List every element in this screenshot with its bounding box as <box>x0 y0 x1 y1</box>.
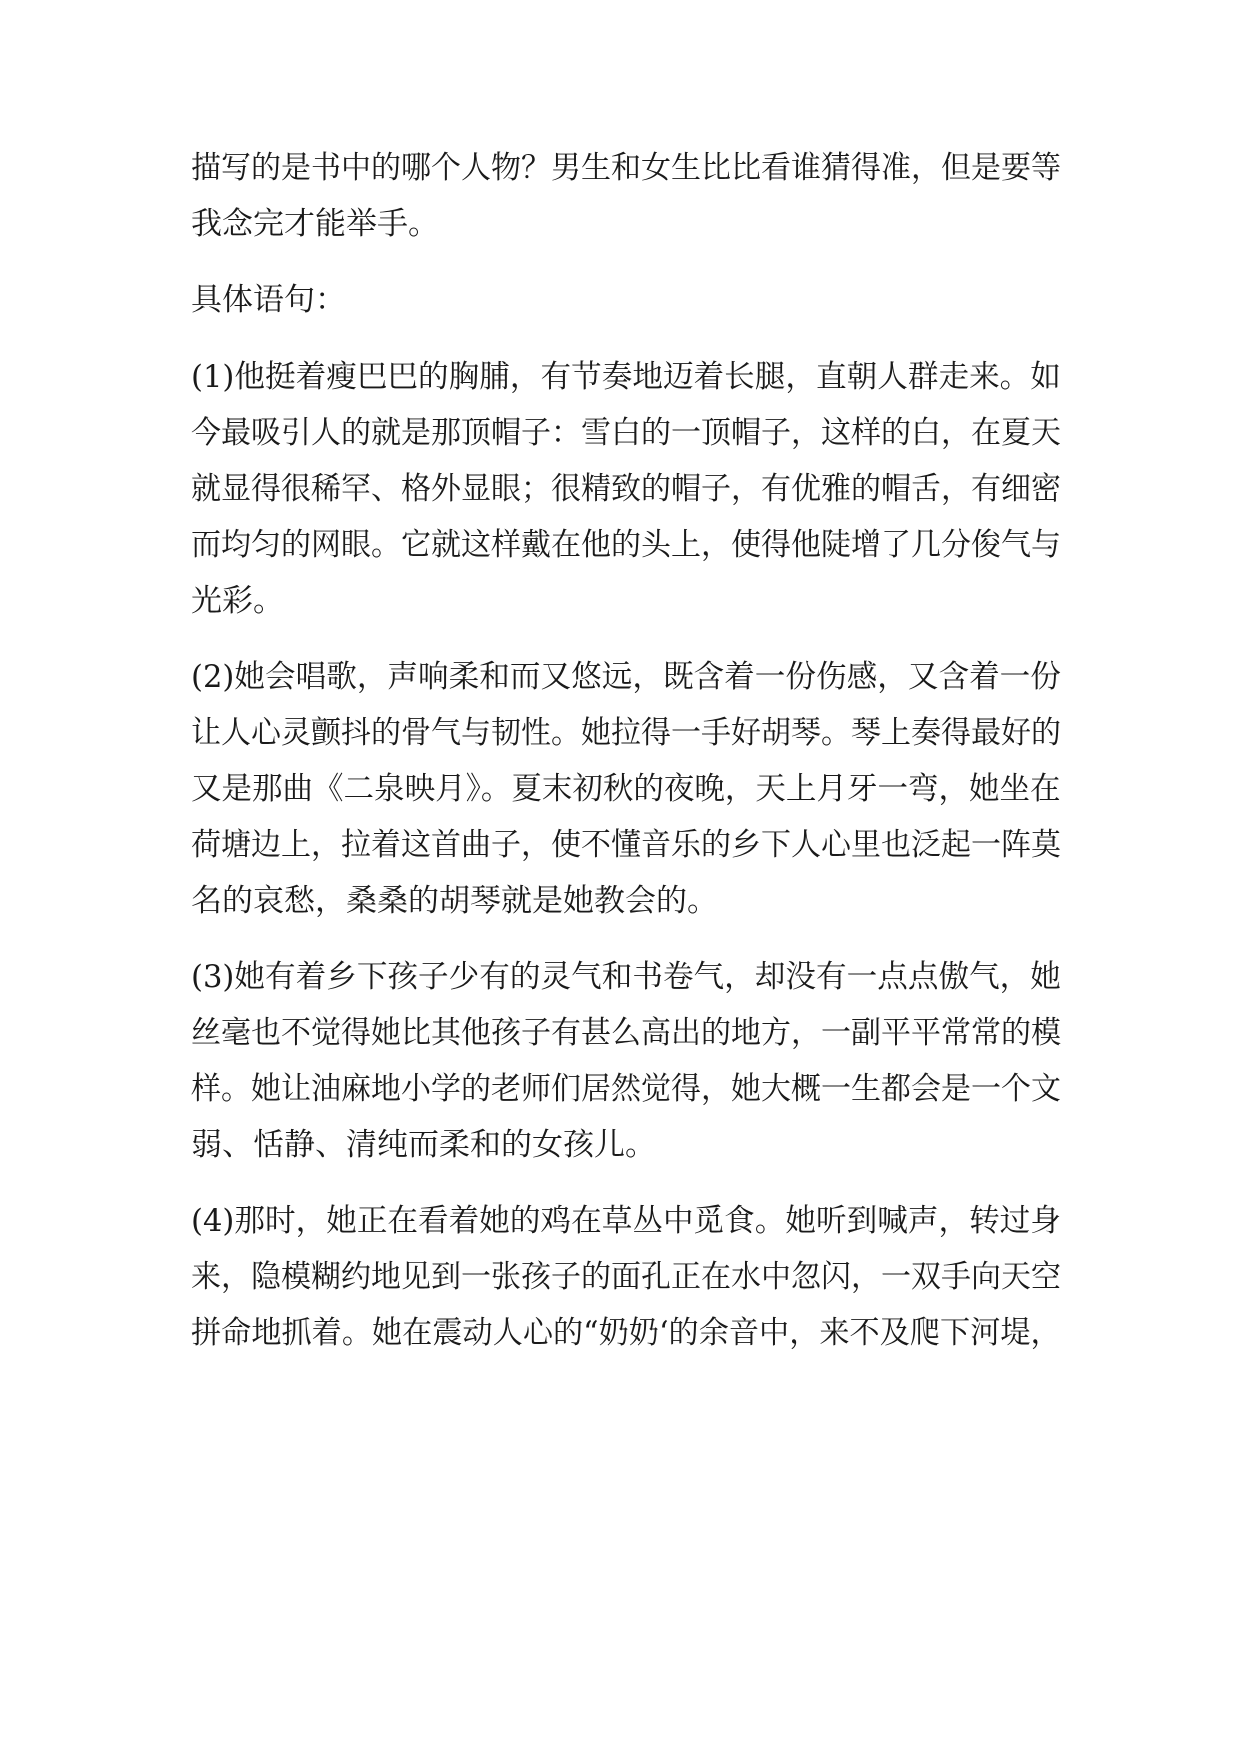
text-line: 来，隐模糊约地见到一张孩子的面孔正在水中忽闪，一双手向天空 <box>191 1259 1061 1295</box>
text-line: (1)他挺着瘦巴巴的胸脯，有节奏地迈着长腿，直朝人群走来。如 <box>191 359 1061 395</box>
text-line: 我念完才能举手。 <box>191 206 439 242</box>
text-line: 光彩。 <box>191 583 284 619</box>
text-line: 又是那曲《二泉映月》。夏末初秋的夜晚，天上月牙一弯，她坐在 <box>191 771 1061 807</box>
text-line: 描写的是书中的哪个人物？男生和女生比比看谁猜得准，但是要等 <box>191 150 1061 186</box>
text-line: 荷塘边上，拉着这首曲子，使不懂音乐的乡下人心里也泛起一阵莫 <box>191 827 1061 863</box>
text-line: 而均匀的网眼。它就这样戴在他的头上，使得他陡增了几分俊气与 <box>191 527 1061 563</box>
text-line: 就显得很稀罕、格外显眼；很精致的帽子，有优雅的帽舌，有细密 <box>191 471 1061 507</box>
text-line: (2)她会唱歌，声响柔和而又悠远，既含着一份伤感，又含着一份 <box>191 659 1061 695</box>
text-line: 名的哀愁，桑桑的胡琴就是她教会的。 <box>191 883 718 919</box>
text-line: 让人心灵颤抖的骨气与韧性。她拉得一手好胡琴。琴上奏得最好的 <box>191 715 1061 751</box>
text-line: 今最吸引人的就是那顶帽子：雪白的一顶帽子，这样的白，在夏天 <box>191 415 1061 451</box>
text-line: (3)她有着乡下孩子少有的灵气和书卷气，却没有一点点傲气，她 <box>191 959 1061 995</box>
text-line: 弱、恬静、清纯而柔和的女孩儿。 <box>191 1127 656 1163</box>
text-line: 具体语句： <box>191 282 346 318</box>
text-line: 丝毫也不觉得她比其他孩子有甚么高出的地方，一副平平常常的模 <box>191 1015 1061 1051</box>
text-line: 拼命地抓着。她在震动人心的“奶奶‘的余音中，来不及爬下河堤， <box>191 1315 1061 1351</box>
text-line: 样。她让油麻地小学的老师们居然觉得，她大概一生都会是一个文 <box>191 1071 1061 1107</box>
text-line: (4)那时，她正在看着她的鸡在草丛中觅食。她听到喊声，转过身 <box>191 1203 1061 1239</box>
